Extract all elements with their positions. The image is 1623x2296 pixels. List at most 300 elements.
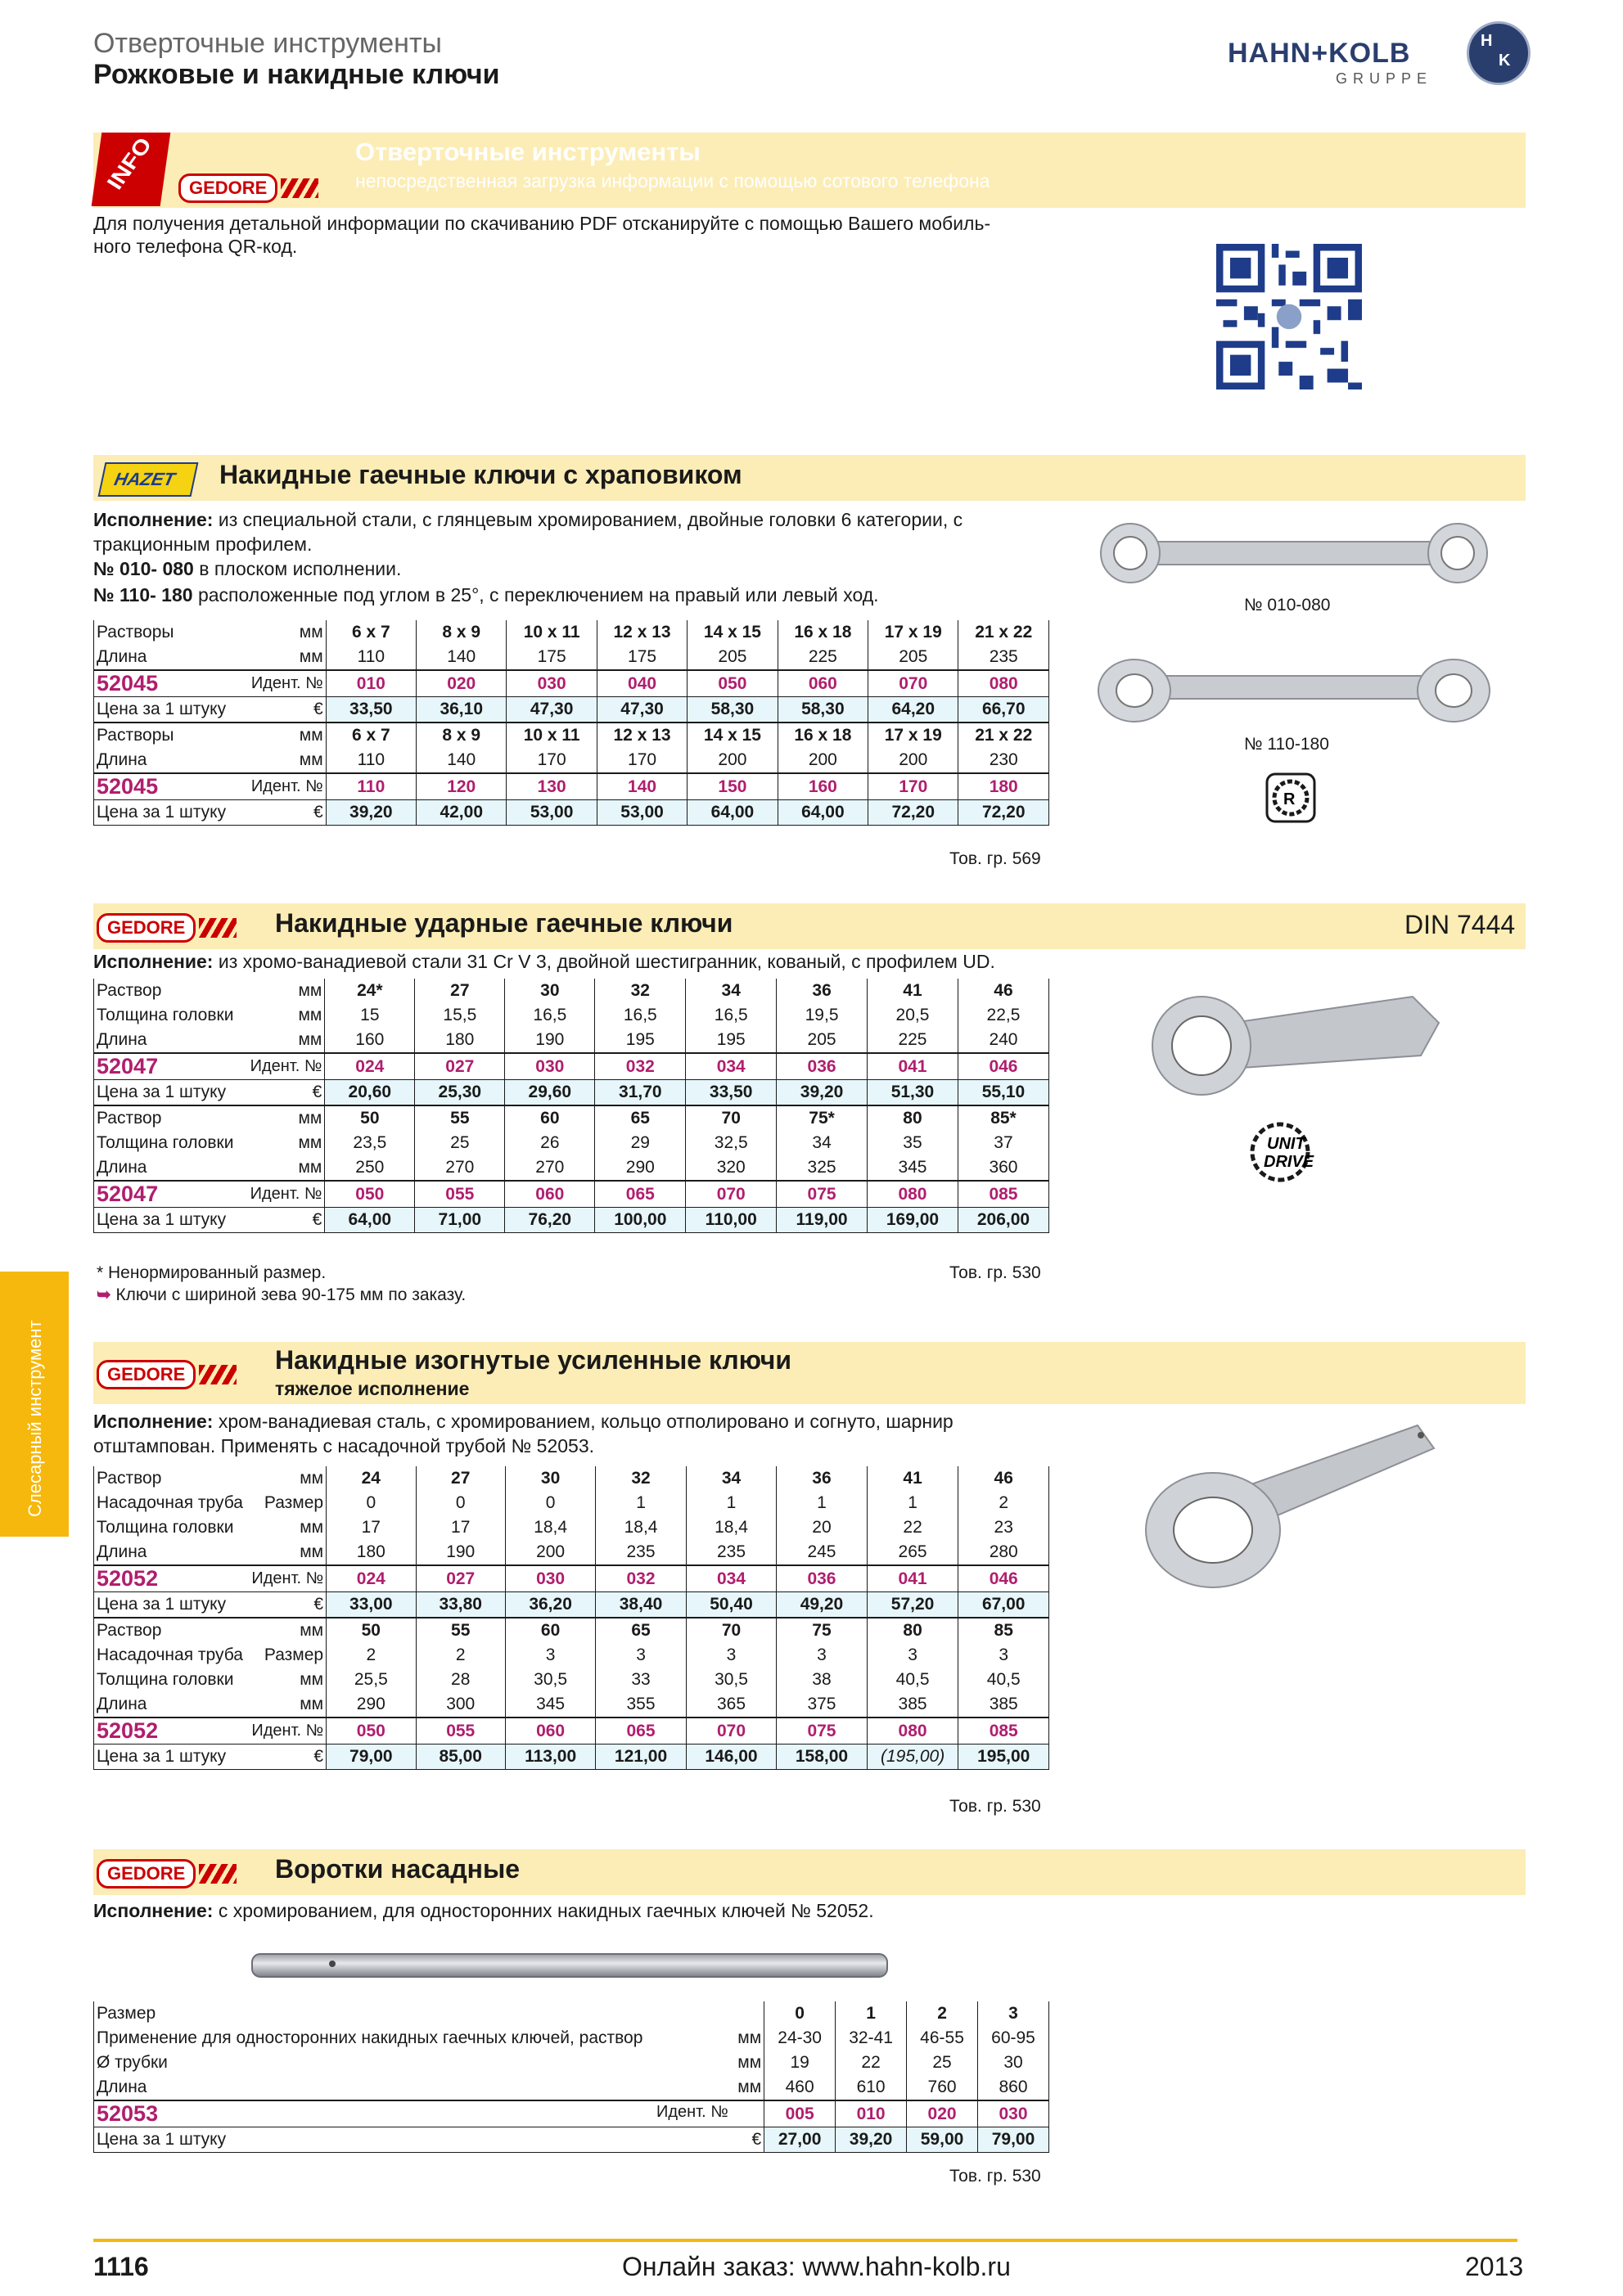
price: 25,30 — [415, 1080, 505, 1106]
price: 79,00 — [978, 2127, 1049, 2153]
s4-gedore-logo — [97, 1859, 237, 1889]
side-tab[interactable] — [0, 1272, 69, 1537]
cell: 175 — [597, 645, 687, 670]
price: 39,20 — [777, 1080, 868, 1106]
info-gedore-logo — [178, 173, 318, 203]
s2-note-2 — [97, 1285, 466, 1305]
cell: 35 — [868, 1131, 958, 1155]
cell: 270 — [505, 1155, 595, 1181]
svg-text:R: R — [1283, 790, 1296, 808]
price: 50,40 — [686, 1592, 776, 1618]
unit: € — [251, 800, 326, 826]
ident-label: Идент. № — [251, 670, 326, 697]
cell: 12 x 13 — [597, 620, 687, 645]
unit: мм — [251, 748, 326, 773]
gedore-logo-text: GEDORE — [97, 1859, 196, 1889]
cell: 360 — [958, 1155, 1048, 1181]
price: 66,70 — [958, 697, 1049, 723]
cell: 34 — [777, 1131, 868, 1155]
cell: 170 — [507, 748, 597, 773]
price: 59,00 — [907, 2127, 978, 2153]
s2-din: DIN 7444 — [1404, 910, 1516, 939]
cell: 325 — [777, 1155, 868, 1181]
price: 39,20 — [326, 800, 416, 826]
price: 67,00 — [958, 1592, 1049, 1618]
row-label: Раствор — [94, 1618, 252, 1643]
cell: 200 — [505, 1540, 595, 1565]
cell: 60 — [505, 1105, 595, 1131]
price: 33,80 — [416, 1592, 505, 1618]
cell: 38 — [777, 1668, 867, 1692]
cell: 30,5 — [686, 1668, 776, 1692]
page-number: 1116 — [93, 2252, 149, 2281]
cell: 1 — [777, 1491, 867, 1515]
ident-number[interactable]: 020 — [417, 670, 507, 697]
cell: 22 — [836, 2051, 907, 2075]
cell: 25 — [907, 2051, 978, 2075]
cell: 16,5 — [595, 1003, 686, 1028]
price: 71,00 — [415, 1208, 505, 1233]
ident-number[interactable]: 060 — [505, 1717, 595, 1745]
ident-number[interactable]: 050 — [325, 1181, 415, 1208]
ident-number[interactable]: 032 — [596, 1565, 686, 1592]
ident-number[interactable]: 010 — [836, 2100, 907, 2127]
cell: 29 — [595, 1131, 686, 1155]
cell: 225 — [778, 645, 868, 670]
unit: мм — [251, 1540, 326, 1565]
s3-desc-text: хром-ванадиевая сталь, с хромированием, кольцо отполировано и согнуто, шарнир — [213, 1411, 954, 1432]
cell: 75 — [777, 1618, 867, 1643]
cell: 6 x 7 — [326, 723, 416, 748]
cell: 3 — [686, 1643, 776, 1668]
cell: 16 x 18 — [778, 723, 868, 748]
cell: 25 — [415, 1131, 505, 1155]
cell: 200 — [778, 748, 868, 773]
cell: 860 — [978, 2075, 1049, 2100]
row-label: Растворы — [94, 620, 251, 645]
ident-number[interactable]: 034 — [686, 1565, 776, 1592]
unit: € — [251, 1592, 326, 1618]
cell: 85 — [958, 1618, 1049, 1643]
cell: 225 — [868, 1028, 958, 1053]
s3-desc — [93, 1409, 954, 1434]
unit: мм — [250, 1003, 325, 1028]
ident-number[interactable]: 065 — [596, 1717, 686, 1745]
row-label: Толщина головки — [94, 1668, 252, 1692]
cell: 37 — [958, 1131, 1048, 1155]
ident-number[interactable]: 140 — [597, 773, 687, 800]
ident-number[interactable]: 120 — [417, 773, 507, 800]
cell: 290 — [595, 1155, 686, 1181]
cell: 27 — [415, 979, 505, 1003]
ident-label: Идент. № — [250, 1181, 325, 1208]
article-number: 52045 — [97, 671, 159, 696]
s3-table — [93, 1466, 1049, 1770]
cell: 8 x 9 — [417, 723, 507, 748]
ident-number[interactable]: 036 — [777, 1565, 867, 1592]
s3-desc-2: отштампован. Применять с насадочной трубой № 52053. — [93, 1435, 595, 1456]
cell: 10 x 11 — [507, 723, 597, 748]
ident-number[interactable]: 130 — [507, 773, 597, 800]
cell: 15 — [325, 1003, 415, 1028]
ident-number[interactable]: 024 — [327, 1565, 416, 1592]
price: 36,20 — [505, 1592, 595, 1618]
s3-title: Накидные изогнутые усиленные ключи — [275, 1345, 792, 1375]
s4-desc-text: с хромированием, для односторонних накидных гаечных ключей № 52052. — [213, 1900, 874, 1921]
s1-desc-4 — [93, 583, 879, 607]
cell: 30,5 — [505, 1668, 595, 1692]
cell: 85* — [958, 1105, 1048, 1131]
ident-number[interactable]: 080 — [867, 1717, 958, 1745]
cell: 41 — [867, 1466, 958, 1491]
s2-note-2-text: Ключи с шириной зева 90-175 мм по заказу. — [115, 1285, 467, 1304]
cell: 60 — [505, 1618, 595, 1643]
cell: 21 x 22 — [958, 723, 1049, 748]
unit: € — [251, 697, 326, 723]
article-number: 52047 — [97, 1182, 159, 1206]
ident-number[interactable]: 075 — [777, 1717, 867, 1745]
cell: 50 — [327, 1618, 416, 1643]
unit: мм — [732, 2075, 764, 2100]
ident-number[interactable]: 050 — [327, 1717, 416, 1745]
ident-number[interactable]: 041 — [868, 1053, 958, 1080]
ident-number[interactable]: 065 — [595, 1181, 686, 1208]
ident-number[interactable]: 055 — [415, 1181, 505, 1208]
cell: 2 — [416, 1643, 505, 1668]
price: 79,00 — [327, 1745, 416, 1770]
s1-desc-4-text: расположенные под углом в 25°, с переключением на правый или левый ход. — [192, 584, 879, 606]
ident-number[interactable]: 085 — [958, 1717, 1049, 1745]
cell: 46-55 — [907, 2026, 978, 2051]
cell: 6 x 7 — [326, 620, 416, 645]
s1-desc-1 — [93, 507, 963, 532]
cell: 30 — [978, 2051, 1049, 2075]
price: 58,30 — [688, 697, 778, 723]
cell: 345 — [868, 1155, 958, 1181]
unit: мм — [251, 1466, 326, 1491]
cell: 16 x 18 — [778, 620, 868, 645]
cell: 32 — [596, 1466, 686, 1491]
cell: 46 — [958, 1466, 1049, 1491]
ident-number[interactable]: 060 — [778, 670, 868, 697]
header-subtitle: Рожковые и накидные ключи — [93, 59, 500, 90]
ident-number[interactable]: 036 — [777, 1053, 868, 1080]
cell: 2 — [958, 1491, 1049, 1515]
cell: 23,5 — [325, 1131, 415, 1155]
cell: 1 — [836, 2001, 907, 2026]
offset-ring-wrench-image — [1139, 1416, 1450, 1596]
unit: мм — [251, 1668, 326, 1692]
ident-number[interactable]: 075 — [777, 1181, 868, 1208]
price: 100,00 — [595, 1208, 686, 1233]
unit-drive-text-1: UNIT — [1267, 1135, 1305, 1153]
price: 51,30 — [868, 1080, 958, 1106]
ident-number[interactable]: 150 — [688, 773, 778, 800]
unit: мм — [250, 1028, 325, 1053]
unit: Размер — [251, 1491, 326, 1515]
ident-number[interactable]: 046 — [958, 1053, 1048, 1080]
ident-number[interactable]: 070 — [686, 1181, 777, 1208]
cell: 30 — [505, 1466, 595, 1491]
unit: мм — [250, 1131, 325, 1155]
online-order-link[interactable]: Онлайн заказ: www.hahn-kolb.ru — [622, 2252, 1011, 2281]
row-label: Длина — [94, 1692, 252, 1717]
ident-number[interactable]: 030 — [507, 670, 597, 697]
s2-gedore-logo — [97, 913, 237, 943]
row-label: Насадочная труба — [94, 1491, 252, 1515]
cell: 1 — [867, 1491, 958, 1515]
price: 72,20 — [958, 800, 1049, 826]
ident-number[interactable]: 170 — [868, 773, 958, 800]
unit: € — [732, 2127, 764, 2153]
cell: 16,5 — [505, 1003, 595, 1028]
qr-code[interactable] — [1216, 244, 1362, 389]
price: 49,20 — [777, 1592, 867, 1618]
cell: 345 — [505, 1692, 595, 1717]
s4-tovgr: Тов. гр. 530 — [949, 2167, 1041, 2186]
cell: 235 — [686, 1540, 776, 1565]
s1-title: Накидные гаечные ключи с храповиком — [219, 460, 742, 489]
price: 20,60 — [325, 1080, 415, 1106]
cell: 230 — [958, 748, 1049, 773]
s1-table — [93, 620, 1049, 826]
s1-desc-3-label: № 010- 080 — [93, 558, 194, 579]
cell: 385 — [867, 1692, 958, 1717]
ident-number[interactable]: 030 — [978, 2100, 1049, 2127]
ident-number[interactable]: 010 — [326, 670, 416, 697]
gedore-logo-text: GEDORE — [97, 913, 196, 943]
ident-number[interactable]: 055 — [416, 1717, 505, 1745]
cell: 180 — [327, 1540, 416, 1565]
cell: 365 — [686, 1692, 776, 1717]
cell: 170 — [597, 748, 687, 773]
article-number: 52047 — [97, 1054, 159, 1078]
cell: 65 — [596, 1618, 686, 1643]
unit: мм — [251, 1618, 326, 1643]
ident-label: Идент. № — [250, 1053, 325, 1080]
ident-number[interactable]: 110 — [326, 773, 416, 800]
cell: 18,4 — [505, 1515, 595, 1540]
cell: 75* — [777, 1105, 868, 1131]
price: 53,00 — [597, 800, 687, 826]
ident-number[interactable]: 060 — [505, 1181, 595, 1208]
cell: 17 x 19 — [868, 620, 958, 645]
ident-number[interactable]: 046 — [958, 1565, 1049, 1592]
cell: 240 — [958, 1028, 1048, 1053]
s1-desc-4-label: № 110- 180 — [93, 584, 193, 606]
cell: 235 — [958, 645, 1049, 670]
cell: 24* — [325, 979, 415, 1003]
ident-label: Идент. № — [251, 1565, 326, 1592]
cell: 40,5 — [958, 1668, 1049, 1692]
cell: 110 — [326, 748, 416, 773]
price: 27,00 — [764, 2127, 836, 2153]
price: 58,30 — [778, 697, 868, 723]
price: 47,30 — [597, 697, 687, 723]
ident-number[interactable]: 027 — [416, 1565, 505, 1592]
ident-number[interactable]: 020 — [907, 2100, 978, 2127]
price: 33,00 — [327, 1592, 416, 1618]
ident-number[interactable]: 024 — [325, 1053, 415, 1080]
row-label: Длина — [94, 1028, 250, 1053]
cell: 265 — [867, 1540, 958, 1565]
ident-number[interactable]: 180 — [958, 773, 1049, 800]
cell: 65 — [595, 1105, 686, 1131]
price: 121,00 — [596, 1745, 686, 1770]
row-label: Раствор — [94, 979, 250, 1003]
cell: 18,4 — [596, 1515, 686, 1540]
hahn-kolb-logo — [1228, 18, 1531, 92]
unit: мм — [732, 2026, 764, 2051]
cell: 26 — [505, 1131, 595, 1155]
header-category: Отверточные инструменты — [93, 28, 442, 59]
row-label: Цена за 1 штуку — [94, 1208, 250, 1233]
price: 33,50 — [326, 697, 416, 723]
ident-number[interactable]: 050 — [688, 670, 778, 697]
cell: 195 — [595, 1028, 686, 1053]
unit: мм — [250, 1155, 325, 1181]
cell: 80 — [867, 1618, 958, 1643]
cell: 32-41 — [836, 2026, 907, 2051]
cell: 36 — [777, 1466, 867, 1491]
cell: 385 — [958, 1692, 1049, 1717]
s3-gedore-logo — [97, 1360, 237, 1389]
row-label: Длина — [94, 645, 251, 670]
info-badge-label: INFO — [101, 133, 157, 194]
cell: 12 x 13 — [597, 723, 687, 748]
cell: 3 — [505, 1643, 595, 1668]
unit: мм — [732, 2051, 764, 2075]
price: 110,00 — [686, 1208, 777, 1233]
unit: мм — [251, 1515, 326, 1540]
s3-subtitle: тяжелое исполнение — [275, 1378, 470, 1399]
hazet-logo — [98, 462, 199, 497]
s4-title: Воротки насадные — [275, 1854, 521, 1884]
unit: мм — [251, 1692, 326, 1717]
cell: 28 — [416, 1668, 505, 1692]
price: 38,40 — [596, 1592, 686, 1618]
unit-drive-icon — [1249, 1119, 1323, 1185]
unit-drive-text-2: DRIVE — [1264, 1153, 1314, 1171]
row-label: Толщина головки — [94, 1515, 252, 1540]
cell: 24 — [327, 1466, 416, 1491]
cell: 50 — [325, 1105, 415, 1131]
cell: 70 — [686, 1105, 777, 1131]
price: 64,20 — [868, 697, 958, 723]
cell: 41 — [868, 979, 958, 1003]
ident-number[interactable]: 160 — [778, 773, 868, 800]
cell: 1 — [596, 1491, 686, 1515]
cell: 10 x 11 — [507, 620, 597, 645]
price: 55,10 — [958, 1080, 1048, 1106]
price: 169,00 — [868, 1208, 958, 1233]
cell: 22,5 — [958, 1003, 1048, 1028]
ident-number[interactable]: 041 — [867, 1565, 958, 1592]
s1-desc-3-text: в плоском исполнении. — [193, 558, 402, 579]
row-label: Ø трубки — [94, 2051, 732, 2075]
cell: 60-95 — [978, 2026, 1049, 2051]
info-text-2: ного телефона QR-код. — [93, 236, 298, 257]
row-label: Толщина головки — [94, 1003, 250, 1028]
ident-number[interactable]: 030 — [505, 1565, 595, 1592]
cell: 55 — [415, 1105, 505, 1131]
price: 113,00 — [505, 1745, 595, 1770]
side-tab-label: Слесарный инструмент — [25, 1320, 45, 1517]
ident-number[interactable]: 030 — [505, 1053, 595, 1080]
price: 31,70 — [595, 1080, 686, 1106]
price: 64,00 — [688, 800, 778, 826]
cell: 205 — [688, 645, 778, 670]
cell: 760 — [907, 2075, 978, 2100]
ident-number[interactable]: 040 — [597, 670, 687, 697]
ident-number[interactable]: 080 — [958, 670, 1049, 697]
ident-label: Идент. № — [656, 2103, 728, 2121]
cell: 32,5 — [686, 1131, 777, 1155]
ident-number[interactable]: 034 — [686, 1053, 777, 1080]
cell: 190 — [416, 1540, 505, 1565]
ident-number[interactable]: 027 — [415, 1053, 505, 1080]
price: 57,20 — [867, 1592, 958, 1618]
price: 146,00 — [686, 1745, 776, 1770]
ident-number[interactable]: 070 — [686, 1717, 776, 1745]
cell: 17 — [327, 1515, 416, 1540]
s1-desc-1-text: из специальной стали, с глянцевым хромированием, двойные головки 6 категории, с — [213, 509, 963, 530]
ident-number[interactable]: 070 — [868, 670, 958, 697]
cell: 55 — [416, 1618, 505, 1643]
ident-number[interactable]: 085 — [958, 1181, 1048, 1208]
ident-number[interactable]: 032 — [595, 1053, 686, 1080]
cell: 18,4 — [686, 1515, 776, 1540]
s4-desc-label: Исполнение: — [93, 1900, 214, 1921]
cell: 110 — [326, 645, 416, 670]
row-label: Длина — [94, 1155, 250, 1181]
price: 64,00 — [778, 800, 868, 826]
cell: 0 — [505, 1491, 595, 1515]
s2-desc-label: Исполнение: — [93, 951, 214, 972]
footer-divider — [93, 2239, 1517, 2242]
ident-number[interactable]: 080 — [868, 1181, 958, 1208]
s4-desc — [93, 1898, 874, 1923]
gedore-logo-text: GEDORE — [97, 1360, 196, 1389]
price: 64,00 — [325, 1208, 415, 1233]
row-label: Цена за 1 штуку — [94, 697, 251, 723]
row-label: Применение для односторонних накидных гаечных ключей, раствор — [94, 2026, 732, 2051]
cell: 24-30 — [764, 2026, 836, 2051]
ident-number[interactable]: 005 — [764, 2100, 836, 2127]
cell: 0 — [327, 1491, 416, 1515]
price: 47,30 — [507, 697, 597, 723]
cell: 3 — [867, 1643, 958, 1668]
row-label: Цена за 1 штуку — [94, 800, 251, 826]
s1-desc-1-label: Исполнение: — [93, 509, 214, 530]
s2-tovgr: Тов. гр. 530 — [949, 1263, 1041, 1282]
cell: 25,5 — [327, 1668, 416, 1692]
price: 206,00 — [958, 1208, 1048, 1233]
cell: 3 — [777, 1643, 867, 1668]
article-number: 52052 — [97, 1718, 159, 1743]
row-label: Растворы — [94, 723, 251, 748]
row-label: Толщина головки — [94, 1131, 250, 1155]
cell: 80 — [868, 1105, 958, 1131]
cell: 355 — [596, 1692, 686, 1717]
cell: 0 — [416, 1491, 505, 1515]
unit: € — [250, 1208, 325, 1233]
slogging-wrench-image — [1143, 990, 1445, 1096]
price: 29,60 — [505, 1080, 595, 1106]
cell: 2 — [907, 2001, 978, 2026]
unit: мм — [250, 1105, 325, 1131]
logo-emblem-icon: H K — [1467, 21, 1531, 85]
